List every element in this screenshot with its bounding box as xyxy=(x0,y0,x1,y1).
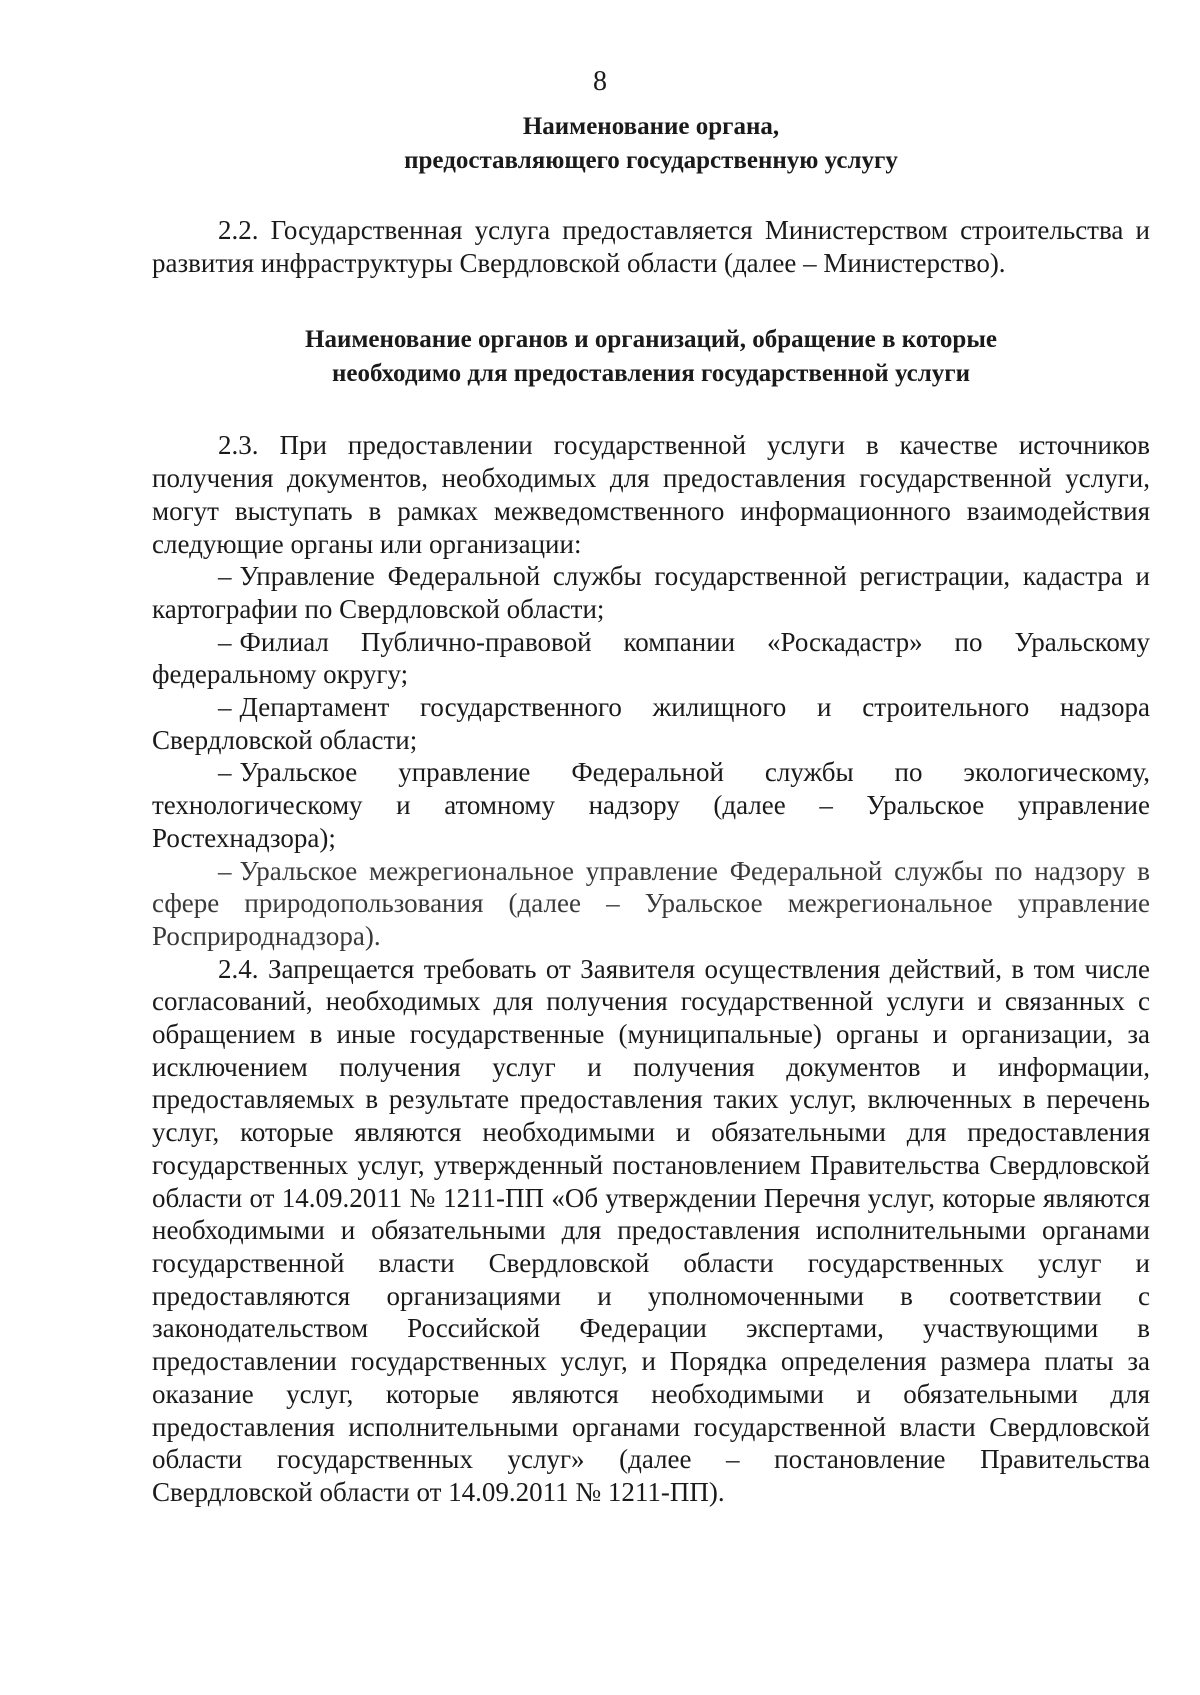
list-dash: – xyxy=(218,855,232,886)
list-item-text: Филиал Публично-правовой компании «Роскадастр» по Уральскому федеральному округу; xyxy=(152,626,1150,690)
heading-line: Наименование органов и организаций, обращение в которые xyxy=(305,326,997,354)
heading-line: Наименование органа, xyxy=(522,113,780,140)
list-item-text: Управление Федеральной службы государственной регистрации, кадастра и картографии по Свердловской области; xyxy=(152,561,1150,624)
page-content xyxy=(152,110,1150,1509)
list-item-text: Уральское управление Федеральной службы по экологическому, технологическому и атомному надзору (далее – Уральское управление Ростехнадзора); xyxy=(152,757,1150,853)
organizations-list xyxy=(152,560,1150,952)
paragraph-2-3: 2.3. При предоставлении государственной услуги в качестве источников получения документов, необходимых для предоставления государственной услуги, могут выступать в рамках межведомственного информационного взаимодействия следующие органы или организации: xyxy=(152,430,1150,559)
list-item-text: Уральское межрегиональное управление Федеральной службы по надзору в сфере природопользования (далее – Уральское межрегиональное управление Росприроднадзора). xyxy=(152,855,1150,951)
page-number: 8 xyxy=(593,66,607,97)
list-item xyxy=(152,756,1150,854)
section-heading-organizations xyxy=(152,323,1150,391)
list-dash: – xyxy=(218,561,232,592)
list-item xyxy=(152,626,1150,691)
heading-line: необходимо для предоставления государственной услуги xyxy=(331,360,971,388)
list-item-text: Департамент государственного жилищного и строительного надзора Свердловской области; xyxy=(152,692,1150,755)
heading-line: предоставляющего государственную услугу xyxy=(404,147,898,174)
list-item xyxy=(152,855,1150,953)
list-dash: – xyxy=(218,757,232,788)
list-dash: – xyxy=(218,626,232,657)
list-item xyxy=(152,560,1150,625)
section-heading-issuing-authority xyxy=(152,110,1150,178)
list-item xyxy=(152,691,1150,756)
paragraph-2-4: 2.4. Запрещается требовать от Заявителя осуществления действий, в том числе согласований, необходимых для получения государственной услуги и связанных с обращением в иные государственные (муниципальные) органы и организации, за исключением получения услуг и получения документов и информации, предоставляемых в результате предоставления таких услуг, включенных в перечень услуг, которые являются необходимыми и обязательными для предоставления государственных услуг, утвержденный постановлением Правительства Свердловской области от 14.09.2011 № 1211-ПП «Об утверждении Перечня услуг, которые являются необходимыми и обязательными для предоставления исполнительными органами государственной власти Свердловской области государственных услуг и предоставляются организациями и уполномоченными в соответствии с законодательством Российской Федерации экспертами, участвующими в предоставлении государственных услуг, и Порядка определения размера платы за оказание услуг, которые являются необходимыми и обязательными для предоставления исполнительными органами государственной власти Свердловской области государственных услуг» (далее – постановление Правительства Свердловской области от 14.09.2011 № 1211-ПП). xyxy=(152,953,1150,1507)
list-dash: – xyxy=(218,692,232,723)
paragraph-2-2: 2.2. Государственная услуга предоставляется Министерством строительства и развития инфраструктуры Свердловской области (далее – Министерство). xyxy=(152,215,1150,278)
